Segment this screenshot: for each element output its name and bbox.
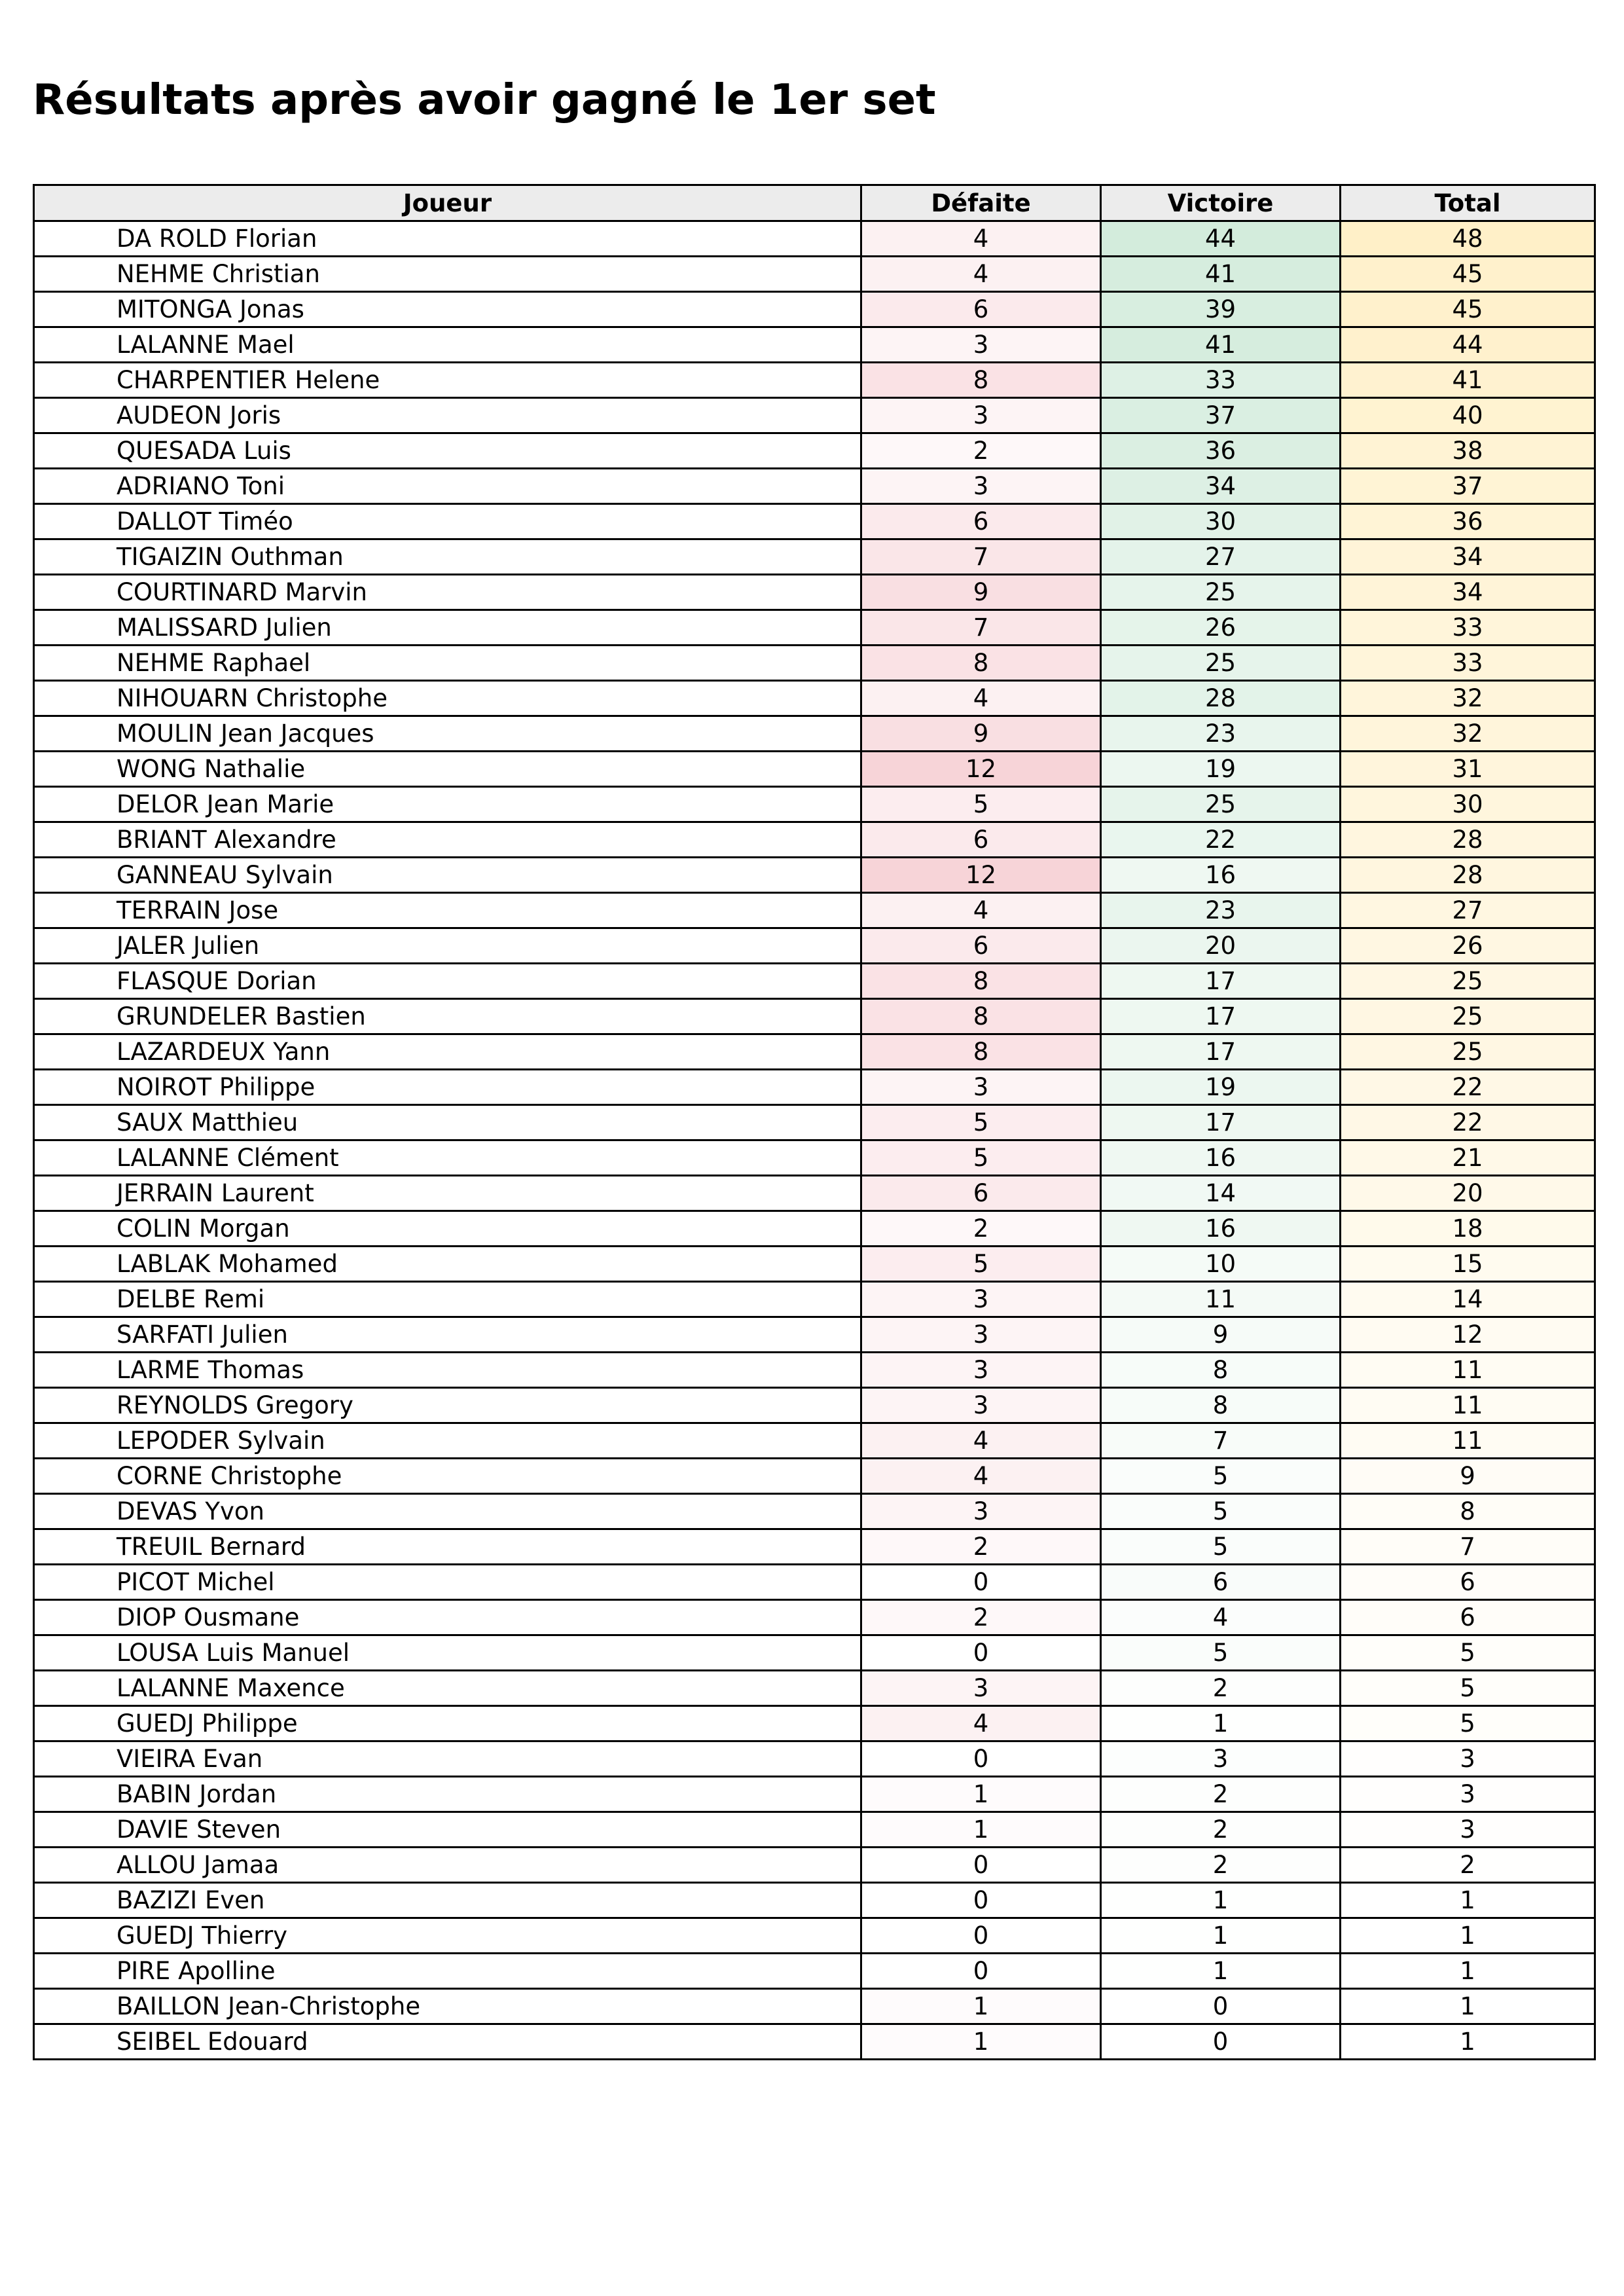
victoire-cell: 25	[1101, 575, 1341, 610]
victoire-cell: 41	[1101, 257, 1341, 292]
player-name-cell: TERRAIN Jose	[34, 893, 861, 928]
player-name-cell: VIEIRA Evan	[34, 1741, 861, 1777]
defaite-cell: 8	[861, 646, 1101, 681]
table-row	[34, 1459, 1595, 1494]
total-cell: 45	[1341, 292, 1595, 327]
defaite-cell: 4	[861, 1706, 1101, 1741]
table-row	[34, 1353, 1595, 1388]
victoire-cell: 28	[1101, 681, 1341, 716]
victoire-cell: 2	[1101, 1777, 1341, 1812]
victoire-cell: 5	[1101, 1635, 1341, 1671]
player-name-cell: LARME Thomas	[34, 1353, 861, 1388]
player-name-cell: LALANNE Maxence	[34, 1671, 861, 1706]
defaite-cell: 3	[861, 1282, 1101, 1317]
victoire-cell: 25	[1101, 646, 1341, 681]
total-cell: 11	[1341, 1423, 1595, 1459]
victoire-cell: 17	[1101, 1034, 1341, 1070]
table-row	[34, 646, 1595, 681]
results-table	[33, 184, 1596, 2060]
victoire-cell: 5	[1101, 1459, 1341, 1494]
defaite-cell: 4	[861, 1459, 1101, 1494]
table-row	[34, 539, 1595, 575]
page-title: Résultats après avoir gagné le 1er set	[33, 76, 936, 124]
total-cell: 30	[1341, 787, 1595, 822]
table-row	[34, 1883, 1595, 1918]
player-name-cell: GUEDJ Thierry	[34, 1918, 861, 1954]
defaite-cell: 6	[861, 822, 1101, 858]
total-cell: 33	[1341, 610, 1595, 646]
victoire-cell: 4	[1101, 1600, 1341, 1635]
defaite-cell: 3	[861, 1671, 1101, 1706]
total-cell: 5	[1341, 1706, 1595, 1741]
table-row	[34, 1954, 1595, 1989]
victoire-cell: 34	[1101, 469, 1341, 504]
total-cell: 5	[1341, 1635, 1595, 1671]
table-row	[34, 1741, 1595, 1777]
table-row	[34, 1247, 1595, 1282]
total-cell: 22	[1341, 1070, 1595, 1105]
table-row	[34, 610, 1595, 646]
defaite-cell: 7	[861, 539, 1101, 575]
table-row	[34, 1565, 1595, 1600]
player-name-cell: DA ROLD Florian	[34, 221, 861, 257]
victoire-cell: 0	[1101, 2024, 1341, 2060]
table-row	[34, 292, 1595, 327]
table-row	[34, 1777, 1595, 1812]
table-row	[34, 858, 1595, 893]
defaite-cell: 2	[861, 1529, 1101, 1565]
defaite-cell: 6	[861, 292, 1101, 327]
player-name-cell: DEVAS Yvon	[34, 1494, 861, 1529]
total-cell: 20	[1341, 1176, 1595, 1211]
player-name-cell: AUDEON Joris	[34, 398, 861, 433]
defaite-cell: 2	[861, 1600, 1101, 1635]
table-row	[34, 1282, 1595, 1317]
player-name-cell: PICOT Michel	[34, 1565, 861, 1600]
player-name-cell: REYNOLDS Gregory	[34, 1388, 861, 1423]
table-row	[34, 1529, 1595, 1565]
victoire-cell: 8	[1101, 1353, 1341, 1388]
defaite-cell: 3	[861, 327, 1101, 363]
total-cell: 5	[1341, 1671, 1595, 1706]
defaite-cell: 3	[861, 1494, 1101, 1529]
total-cell: 1	[1341, 1883, 1595, 1918]
victoire-cell: 36	[1101, 433, 1341, 469]
victoire-cell: 19	[1101, 752, 1341, 787]
defaite-cell: 1	[861, 1812, 1101, 1848]
player-name-cell: SAUX Matthieu	[34, 1105, 861, 1140]
player-name-cell: SARFATI Julien	[34, 1317, 861, 1353]
total-cell: 8	[1341, 1494, 1595, 1529]
total-cell: 12	[1341, 1317, 1595, 1353]
player-name-cell: DALLOT Timéo	[34, 504, 861, 539]
table-row	[34, 1211, 1595, 1247]
table-row	[34, 964, 1595, 999]
victoire-cell: 10	[1101, 1247, 1341, 1282]
victoire-cell: 22	[1101, 822, 1341, 858]
defaite-cell: 6	[861, 928, 1101, 964]
player-name-cell: LALANNE Clément	[34, 1140, 861, 1176]
table-row	[34, 1600, 1595, 1635]
table-row	[34, 469, 1595, 504]
victoire-cell: 16	[1101, 1211, 1341, 1247]
defaite-cell: 3	[861, 1070, 1101, 1105]
total-cell: 3	[1341, 1812, 1595, 1848]
player-name-cell: LAZARDEUX Yann	[34, 1034, 861, 1070]
player-name-cell: DAVIE Steven	[34, 1812, 861, 1848]
defaite-cell: 8	[861, 363, 1101, 398]
player-name-cell: BAZIZI Even	[34, 1883, 861, 1918]
total-cell: 14	[1341, 1282, 1595, 1317]
victoire-cell: 1	[1101, 1954, 1341, 1989]
total-cell: 32	[1341, 681, 1595, 716]
player-name-cell: BABIN Jordan	[34, 1777, 861, 1812]
defaite-cell: 4	[861, 1423, 1101, 1459]
total-cell: 21	[1341, 1140, 1595, 1176]
victoire-cell: 27	[1101, 539, 1341, 575]
table-row	[34, 327, 1595, 363]
table-row	[34, 1034, 1595, 1070]
player-name-cell: WONG Nathalie	[34, 752, 861, 787]
defaite-cell: 0	[861, 1741, 1101, 1777]
table-row	[34, 257, 1595, 292]
defaite-cell: 8	[861, 999, 1101, 1034]
table-body	[34, 221, 1595, 2060]
player-name-cell: MOULIN Jean Jacques	[34, 716, 861, 752]
defaite-cell: 4	[861, 893, 1101, 928]
player-name-cell: QUESADA Luis	[34, 433, 861, 469]
total-cell: 6	[1341, 1565, 1595, 1600]
total-cell: 28	[1341, 822, 1595, 858]
defaite-cell: 7	[861, 610, 1101, 646]
total-cell: 27	[1341, 893, 1595, 928]
player-name-cell: TREUIL Bernard	[34, 1529, 861, 1565]
column-header-defaite: Défaite	[861, 185, 1101, 221]
player-name-cell: COURTINARD Marvin	[34, 575, 861, 610]
table-row	[34, 752, 1595, 787]
defaite-cell: 5	[861, 787, 1101, 822]
defaite-cell: 3	[861, 469, 1101, 504]
table-row	[34, 1812, 1595, 1848]
victoire-cell: 33	[1101, 363, 1341, 398]
victoire-cell: 16	[1101, 1140, 1341, 1176]
defaite-cell: 0	[861, 1883, 1101, 1918]
table-row	[34, 716, 1595, 752]
player-name-cell: JALER Julien	[34, 928, 861, 964]
victoire-cell: 25	[1101, 787, 1341, 822]
victoire-cell: 5	[1101, 1494, 1341, 1529]
table-row	[34, 1317, 1595, 1353]
defaite-cell: 2	[861, 1211, 1101, 1247]
total-cell: 1	[1341, 2024, 1595, 2060]
column-header-victoire: Victoire	[1101, 185, 1341, 221]
player-name-cell: CORNE Christophe	[34, 1459, 861, 1494]
defaite-cell: 3	[861, 1353, 1101, 1388]
total-cell: 28	[1341, 858, 1595, 893]
total-cell: 2	[1341, 1848, 1595, 1883]
victoire-cell: 14	[1101, 1176, 1341, 1211]
defaite-cell: 3	[861, 1317, 1101, 1353]
total-cell: 44	[1341, 327, 1595, 363]
total-cell: 31	[1341, 752, 1595, 787]
defaite-cell: 0	[861, 1635, 1101, 1671]
victoire-cell: 23	[1101, 893, 1341, 928]
total-cell: 45	[1341, 257, 1595, 292]
header-row	[34, 185, 1595, 221]
player-name-cell: NEHME Raphael	[34, 646, 861, 681]
column-header-joueur: Joueur	[34, 185, 861, 221]
table-row	[34, 575, 1595, 610]
total-cell: 38	[1341, 433, 1595, 469]
player-name-cell: DIOP Ousmane	[34, 1600, 861, 1635]
table-row	[34, 1635, 1595, 1671]
table-row	[34, 221, 1595, 257]
victoire-cell: 0	[1101, 1989, 1341, 2024]
table-row	[34, 1423, 1595, 1459]
victoire-cell: 11	[1101, 1282, 1341, 1317]
total-cell: 25	[1341, 964, 1595, 999]
player-name-cell: MITONGA Jonas	[34, 292, 861, 327]
defaite-cell: 6	[861, 504, 1101, 539]
player-name-cell: TIGAIZIN Outhman	[34, 539, 861, 575]
defaite-cell: 8	[861, 1034, 1101, 1070]
defaite-cell: 12	[861, 858, 1101, 893]
defaite-cell: 0	[861, 1565, 1101, 1600]
table-row	[34, 2024, 1595, 2060]
victoire-cell: 9	[1101, 1317, 1341, 1353]
table-row	[34, 1848, 1595, 1883]
total-cell: 18	[1341, 1211, 1595, 1247]
total-cell: 11	[1341, 1353, 1595, 1388]
victoire-cell: 44	[1101, 221, 1341, 257]
player-name-cell: JERRAIN Laurent	[34, 1176, 861, 1211]
table-row	[34, 1176, 1595, 1211]
table-row	[34, 928, 1595, 964]
defaite-cell: 4	[861, 257, 1101, 292]
total-cell: 25	[1341, 999, 1595, 1034]
total-cell: 34	[1341, 575, 1595, 610]
player-name-cell: LALANNE Mael	[34, 327, 861, 363]
player-name-cell: BAILLON Jean-Christophe	[34, 1989, 861, 2024]
player-name-cell: ADRIANO Toni	[34, 469, 861, 504]
player-name-cell: CHARPENTIER Helene	[34, 363, 861, 398]
player-name-cell: NOIROT Philippe	[34, 1070, 861, 1105]
defaite-cell: 4	[861, 221, 1101, 257]
total-cell: 1	[1341, 1918, 1595, 1954]
defaite-cell: 5	[861, 1140, 1101, 1176]
victoire-cell: 7	[1101, 1423, 1341, 1459]
total-cell: 36	[1341, 504, 1595, 539]
defaite-cell: 3	[861, 1388, 1101, 1423]
defaite-cell: 2	[861, 433, 1101, 469]
total-cell: 1	[1341, 1989, 1595, 2024]
victoire-cell: 17	[1101, 999, 1341, 1034]
victoire-cell: 6	[1101, 1565, 1341, 1600]
victoire-cell: 26	[1101, 610, 1341, 646]
victoire-cell: 30	[1101, 504, 1341, 539]
player-name-cell: FLASQUE Dorian	[34, 964, 861, 999]
player-name-cell: SEIBEL Edouard	[34, 2024, 861, 2060]
player-name-cell: LEPODER Sylvain	[34, 1423, 861, 1459]
total-cell: 25	[1341, 1034, 1595, 1070]
table-row	[34, 504, 1595, 539]
victoire-cell: 20	[1101, 928, 1341, 964]
player-name-cell: LOUSA Luis Manuel	[34, 1635, 861, 1671]
defaite-cell: 3	[861, 398, 1101, 433]
victoire-cell: 8	[1101, 1388, 1341, 1423]
defaite-cell: 9	[861, 575, 1101, 610]
table-row	[34, 1494, 1595, 1529]
victoire-cell: 1	[1101, 1706, 1341, 1741]
victoire-cell: 3	[1101, 1741, 1341, 1777]
player-name-cell: GRUNDELER Bastien	[34, 999, 861, 1034]
table-row	[34, 1989, 1595, 2024]
table-row	[34, 1671, 1595, 1706]
total-cell: 34	[1341, 539, 1595, 575]
total-cell: 7	[1341, 1529, 1595, 1565]
table-row	[34, 398, 1595, 433]
defaite-cell: 8	[861, 964, 1101, 999]
player-name-cell: ALLOU Jamaa	[34, 1848, 861, 1883]
table-row	[34, 893, 1595, 928]
victoire-cell: 5	[1101, 1529, 1341, 1565]
defaite-cell: 5	[861, 1105, 1101, 1140]
defaite-cell: 1	[861, 1777, 1101, 1812]
column-header-total: Total	[1341, 185, 1595, 221]
player-name-cell: PIRE Apolline	[34, 1954, 861, 1989]
victoire-cell: 39	[1101, 292, 1341, 327]
defaite-cell: 0	[861, 1918, 1101, 1954]
table-row	[34, 1105, 1595, 1140]
total-cell: 22	[1341, 1105, 1595, 1140]
defaite-cell: 6	[861, 1176, 1101, 1211]
victoire-cell: 1	[1101, 1883, 1341, 1918]
table-row	[34, 999, 1595, 1034]
victoire-cell: 17	[1101, 1105, 1341, 1140]
player-name-cell: GANNEAU Sylvain	[34, 858, 861, 893]
total-cell: 40	[1341, 398, 1595, 433]
table-row	[34, 787, 1595, 822]
player-name-cell: COLIN Morgan	[34, 1211, 861, 1247]
table-row	[34, 433, 1595, 469]
table-row	[34, 1140, 1595, 1176]
defaite-cell: 1	[861, 1989, 1101, 2024]
player-name-cell: LABLAK Mohamed	[34, 1247, 861, 1282]
table-row	[34, 1918, 1595, 1954]
defaite-cell: 0	[861, 1954, 1101, 1989]
table-row	[34, 1070, 1595, 1105]
total-cell: 48	[1341, 221, 1595, 257]
victoire-cell: 2	[1101, 1671, 1341, 1706]
player-name-cell: DELBE Remi	[34, 1282, 861, 1317]
defaite-cell: 4	[861, 681, 1101, 716]
player-name-cell: BRIANT Alexandre	[34, 822, 861, 858]
total-cell: 41	[1341, 363, 1595, 398]
defaite-cell: 9	[861, 716, 1101, 752]
defaite-cell: 12	[861, 752, 1101, 787]
victoire-cell: 23	[1101, 716, 1341, 752]
total-cell: 6	[1341, 1600, 1595, 1635]
total-cell: 33	[1341, 646, 1595, 681]
table-row	[34, 1388, 1595, 1423]
player-name-cell: NEHME Christian	[34, 257, 861, 292]
table-row	[34, 822, 1595, 858]
total-cell: 26	[1341, 928, 1595, 964]
player-name-cell: GUEDJ Philippe	[34, 1706, 861, 1741]
player-name-cell: DELOR Jean Marie	[34, 787, 861, 822]
victoire-cell: 1	[1101, 1918, 1341, 1954]
victoire-cell: 16	[1101, 858, 1341, 893]
total-cell: 9	[1341, 1459, 1595, 1494]
total-cell: 3	[1341, 1741, 1595, 1777]
victoire-cell: 41	[1101, 327, 1341, 363]
total-cell: 15	[1341, 1247, 1595, 1282]
victoire-cell: 17	[1101, 964, 1341, 999]
total-cell: 37	[1341, 469, 1595, 504]
defaite-cell: 1	[861, 2024, 1101, 2060]
total-cell: 1	[1341, 1954, 1595, 1989]
table-row	[34, 681, 1595, 716]
victoire-cell: 2	[1101, 1812, 1341, 1848]
victoire-cell: 37	[1101, 398, 1341, 433]
victoire-cell: 2	[1101, 1848, 1341, 1883]
total-cell: 32	[1341, 716, 1595, 752]
player-name-cell: NIHOUARN Christophe	[34, 681, 861, 716]
defaite-cell: 0	[861, 1848, 1101, 1883]
player-name-cell: MALISSARD Julien	[34, 610, 861, 646]
total-cell: 3	[1341, 1777, 1595, 1812]
table-row	[34, 363, 1595, 398]
defaite-cell: 5	[861, 1247, 1101, 1282]
victoire-cell: 19	[1101, 1070, 1341, 1105]
table-row	[34, 1706, 1595, 1741]
total-cell: 11	[1341, 1388, 1595, 1423]
